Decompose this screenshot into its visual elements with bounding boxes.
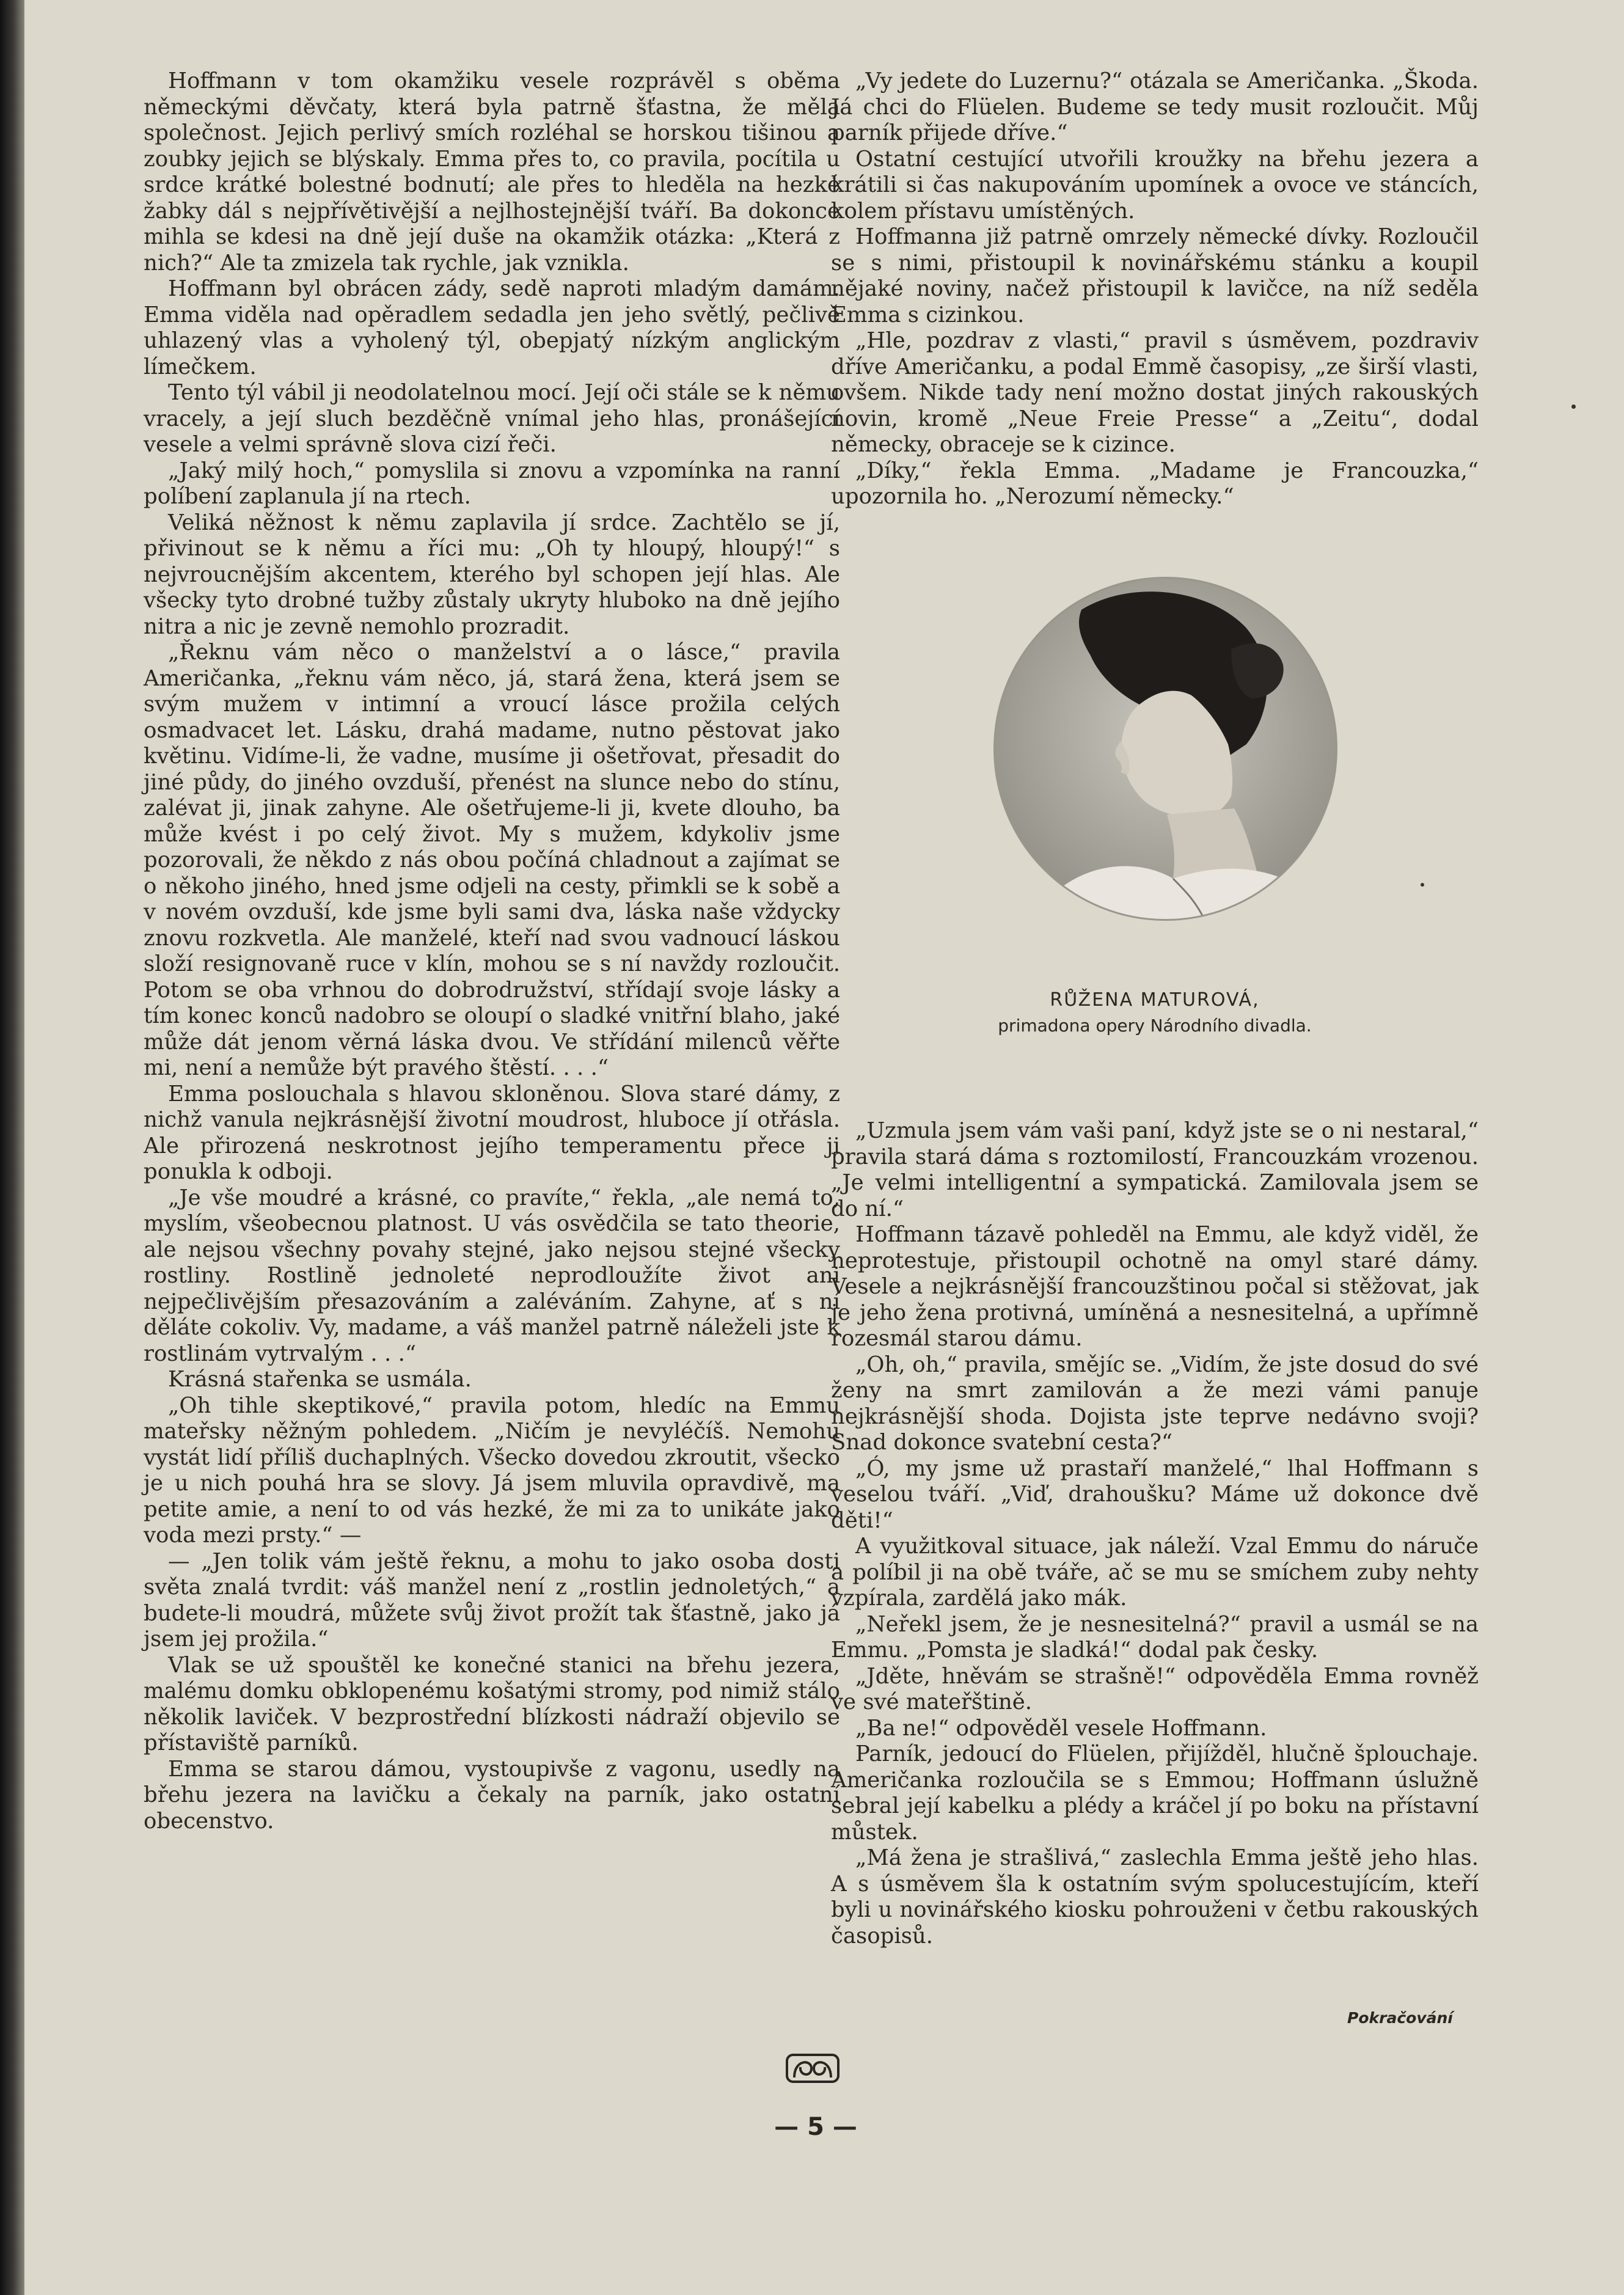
page-number: — 5 — [774,2113,857,2141]
portrait-photo [990,573,1341,924]
paragraph: „Neřekl jsem, že je nesnesitelná?“ pravil a usmál se na Emmu. „Pomsta je sladká!“ dodal pak česky. [831,1611,1479,1663]
speck [1421,883,1424,887]
paragraph: Vlak se už spouštěl ke konečné stanici na břehu jezera, malému domku obklopenému košatými stromy, pod nimiž stálo několik laviček. V bezprostřední blízkosti nádraží objevilo se přístaviště parníků. [144,1652,840,1755]
paragraph: Krásná stařenka se usmála. [168,1367,472,1392]
paragraph: „Ó, my jsme už prastaří manželé,“ lhal Hoffmann s veselou tváří. „Viď, drahoušku? Máme už dokonce dvě děti!“ [831,1455,1479,1533]
paragraph: — „Jen tolik vám ještě řeknu, a mohu to jako osoba dosti světa znalá tvrdit: váš manžel není z „rostlin jednoletých,“ a budete-li moudrá, můžete svůj život prožít tak šťastně, jako já jsem jej prožila.“ [144,1548,840,1652]
caption-role: primadona opery Národního divadla. [998,1016,1312,1036]
paragraph: „Díky,“ řekla Emma. „Madame je Francouzka,“ upozornila ho. „Nerozumí německy.“ [831,458,1479,509]
paragraph: „Uzmula jsem vám vaši paní, když jste se o ni nestaral,“ pravila stará dáma s roztomilostí, Francouzkám vrozenou. „Je velmi intelligentní a sympatická. Zamilovala jsem se do ní.“ [831,1118,1479,1221]
portrait-photo-svg [990,573,1341,924]
paragraph: „Řeknu vám něco o manželství a o lásce,“ pravila Američanka, „řeknu vám něco, já, stará žena, která jsem se svým mužem v intimní a vroucí lásce prožila celých osmadvacet let. Lásku, drahá madame, nutno pěstovat jako květinu. Vidíme-li, že vadne, musíme ji ošetřovat, přesadit do jiné půdy, do jiného ovzduší, přenést na slunce nebo do stínu, zalévat ji, jinak zahyne. Ale ošetřujeme-li ji, kvete dlouho, ba může kvést i po celý život. My s mužem, kdykoliv jsme pozorovali, že někdo z nás obou počíná chladnout a zajímat se o někoho jiného, hned jsme odjeli na cesty, přimkli se k sobě a v novém ovzduší, kde jsme byli sami dva, láska naše vždycky znovu rozkvetla. Ale manželé, kteří nad svou vadnoucí láskou složí resignovaně ruce v klín, mohou se s ní navždy rozloučit. Potom se oba vrhnou do dobrodružství, střídají svoje lásky a tím konec konců nadobro se oloupí o sladké vnitřní blaho, jaké může dát jenom věrná láska dvou. Ve střídání milenců věřte mi, není a nemůže být pravého štěstí. . . .“ [144,640,840,1080]
paragraph: Veliká něžnost k němu zaplavila jí srdce. Zachtělo se jí, přivinout se k němu a říci mu: „Oh ty hloupý, hloupý!“ s nejvroucnějším akcentem, kterého byl schopen její hlas. Ale všecky tyto drobné tužby zůstaly ukryty hluboko na dně jejího nitra a nic je zevně nemohlo prozradit. [144,510,840,639]
right-column-bottom [831,1118,1479,1949]
caption-name: RŮŽENA MATUROVÁ, [1050,989,1260,1011]
paragraph: „Vy jedete do Luzernu?“ otázala se Američanka. „Škoda. Já chci do Flüelen. Budeme se tedy musit rozloučit. Můj parník přijede dříve.“ [831,68,1479,145]
paragraph: „Hle, pozdrav z vlasti,“ pravil s úsměvem, pozdraviv dříve Američanku, a podal Emmě časopisy, „ze širší vlasti, ovšem. Nikde tady není možno dostat jiných rakouských novin, kromě „Neue Freie Presse“ a „Zeitu“, dodal německy, obraceje se k cizince. [831,328,1479,457]
paragraph: „Oh, oh,“ pravila, smějíc se. „Vidím, že jste dosud do své ženy na smrt zamilován a že mezi vámi panuje nejkrásnější shoda. Dojista jste teprve nedávno svoji? Snad dokonce svatební cesta?“ [831,1352,1479,1455]
paragraph: „Je vše moudré a krásné, co pravíte,“ řekla, „ale nemá to, myslím, všeobecnou platnost. U vás osvědčila se tato theorie, ale nejsou všechny povahy stejné, jako nejsou stejné všecky rostliny. Rostlině jednoleté neprodloužíte život ani nejpečlivějším přesazováním a zaléváním. Zahyne, ať s ní děláte cokoliv. Vy, madame, a váš manžel patrně náleželi jste k rostlinám vytrvalým . . .“ [144,1185,840,1366]
paragraph: Tento týl vábil ji neodolatelnou mocí. Její oči stále se k němu vracely, a její sluch bezděčně vnímal jeho hlas, pronášející vesele a velmi správně slova cizí řeči. [144,380,840,457]
paragraph: „Ba ne!“ odpověděl vesele Hoffmann. [855,1715,1267,1741]
paragraph: „Má žena je strašlivá,“ zaslechla Emma ještě jeho hlas. A s úsměvem šla k ostatním svým spolucestujícím, kteří byli u novinářského kiosku pohrouženi v četbu rakouských časopisů. [831,1845,1479,1949]
paragraph: Ostatní cestující utvořili kroužky na břehu jezera a krátili si čas nakupováním upomínek a ovoce ve stáncích, kolem přístavu umístěných. [831,146,1479,224]
paragraph: „Jaký milý hoch,“ pomyslila si znovu a vzpomínka na ranní políbení zaplanula jí na rtech. [144,458,840,509]
paragraph: Emma se starou dámou, vystoupivše z vagonu, usedly na břehu jezera na lavičku a čekaly na parník, jako ostatní obecenstvo. [144,1756,840,1834]
paragraph: Parník, jedoucí do Flüelen, přijížděl, hlučně šplouchaje. Američanka rozloučila se s Emmou; Hoffmann úslužně sebral její kabelku a plédy a kráčel jí po boku na přístavní můstek. [831,1741,1479,1845]
continued-label: Pokračování [1347,2009,1453,2027]
paragraph: Hoffmann byl obrácen zády, sedě naproti mladým damám. Emma viděla nad opěradlem sedadla jen jeho světlý, pečlivě uhlazený vlas a vyholený týl, obepjatý nízkým anglickým límečkem. [144,276,840,379]
paragraph: Emma poslouchala s hlavou skloněnou. Slova staré dámy, z nichž vanula nejkrásnější životní moudrost, hluboce jí otřásla. Ale přirozená neskrotnost jejího temperamentu přece ji ponukla k odboji. [144,1081,840,1184]
paragraph: „Oh tihle skeptikové,“ pravila potom, hledíc na Emmu mateřsky něžným pohledem. „Ničím je nevyléčíš. Nemohu vystát lidí příliš duchaplných. Všecko dovedou zkroutit, všecko je u nich pouhá hra se slovy. Já jsem mluvila opravdivě, ma petite amie, a není to od vás hezké, že mi za to unikáte jako voda mezi prsty.“ — [144,1393,840,1548]
right-column-top [831,68,1479,510]
paragraph: A využitkoval situace, jak náleží. Vzal Emmu do náruče a políbil ji na obě tváře, ač se mu se smíchem zuby nehty vzpírala, zardělá jako mák. [831,1534,1479,1611]
binding-spine [0,0,24,2295]
photo-caption [831,989,1479,1038]
paragraph: Hoffmann v tom okamžiku vesele rozprávěl s oběma německými děvčaty, která byla patrně šťastna, že měla společnost. Jejich perlivý smích rozléhal se horskou tišinou a zoubky jejich se blýskaly. Emma přes to, co pravila, pocítila u srdce krátké bolestné bodnutí; ale přes to hleděla na hezké žabky dál s nejpřívětivější a nejlhostejnější tváří. Ba dokonce mihla se kdesi na dně její duše na okamžik otázka: „Která z nich?“ Ale ta zmizela tak rychle, jak vznikla. [144,68,840,276]
speck [1571,404,1576,409]
ornament-icon [782,2050,843,2087]
left-column [144,68,840,1834]
paragraph: Hoffmanna již patrně omrzely německé dívky. Rozloučil se s nimi, přistoupil k novinářskému stánku a koupil nějaké noviny, načež přistoupil k lavičce, na níž seděla Emma s cizinkou. [831,224,1479,328]
paragraph: „Jděte, hněvám se strašně!“ odpověděla Emma rovněž ve své mateřštině. [831,1663,1479,1715]
paragraph: Hoffmann tázavě pohleděl na Emmu, ale když viděl, že neprotestuje, přistoupil ochotně na omyl staré dámy. Vesele a nejkrásnější francouzštinou počal si stěžovat, jak je jeho žena protivná, umíněná a nesnesitelná, a upřímně rozesmál starou dámu. [831,1222,1479,1351]
